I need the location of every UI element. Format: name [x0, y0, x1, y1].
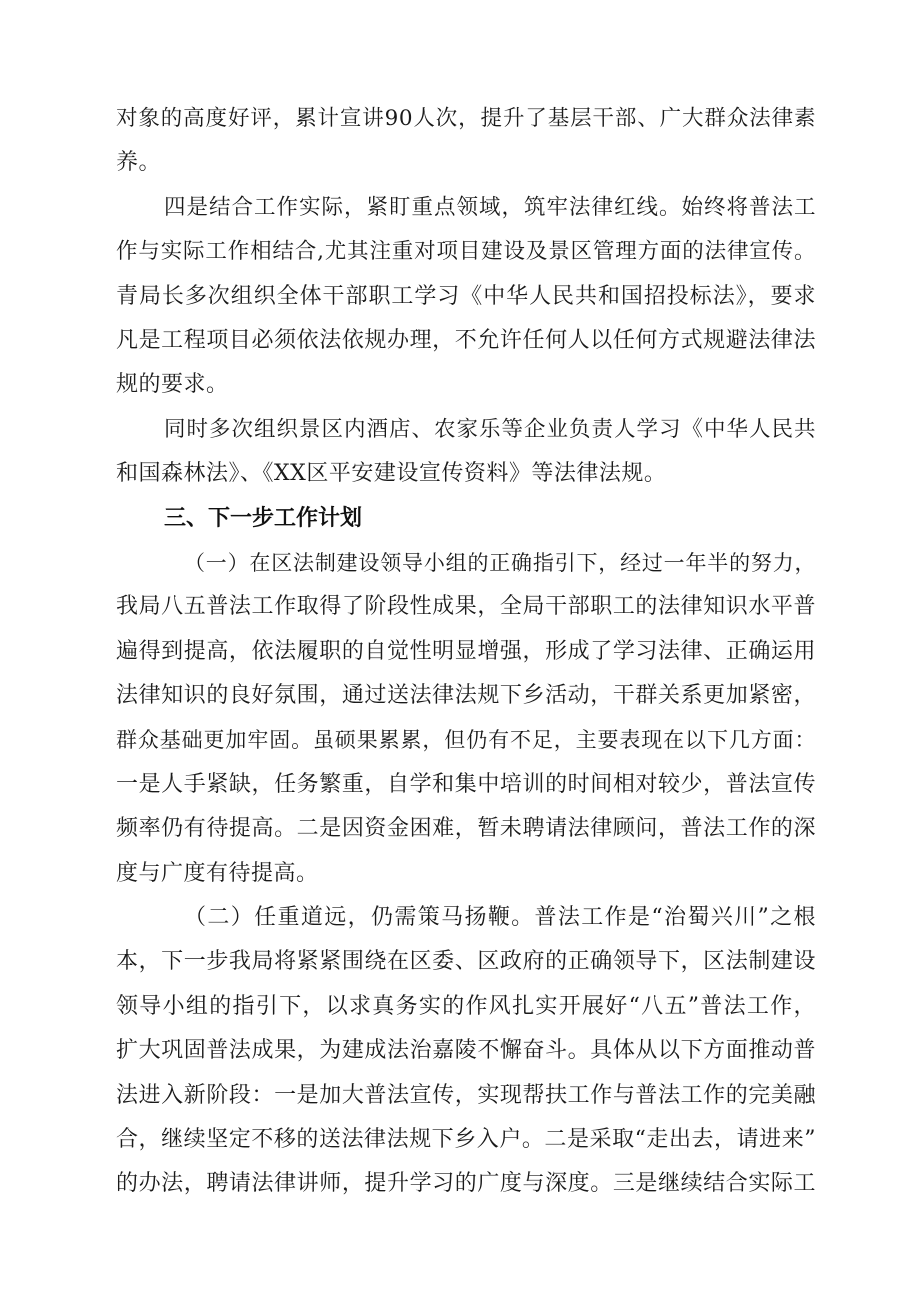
paragraph-line: 青局长多次组织全体干部职工学习《中华人民共和国招投标法》，要求 — [116, 283, 816, 309]
paragraph-line: 四是结合工作实际，紧盯重点领域，筑牢法律红线。始终将普法工 — [164, 194, 816, 220]
document-body — [116, 97, 816, 1207]
paragraph-line: 遍得到提高，依法履职的自觉性明显增强，形成了学习法律、正确运用 — [116, 638, 816, 664]
paragraph-line: （二）任重道远，仍需策马扬鞭。普法工作是“治蜀兴川”之根 — [184, 905, 816, 931]
paragraph-line: 凡是工程项目必须依法依规办理，不允许任何人以任何方式规避法律法 — [116, 327, 816, 353]
paragraph-line: 和国森林法》、《XX区平安建设宣传资料》等法律法规。 — [116, 461, 667, 487]
paragraph-line: 同时多次组织景区内酒店、农家乐等企业负责人学习《中华人民共 — [164, 416, 816, 442]
paragraph-line: 领导小组的指引下，以求真务实的作风扎实开展好“八五”普法工作， — [116, 993, 816, 1019]
paragraph-line: 法进入新阶段：一是加大普法宣传，实现帮扶工作与普法工作的完美融 — [116, 1082, 816, 1108]
paragraph-line: 合，继续坚定不移的送法律法规下乡入户。二是采取“走出去，请进来” — [116, 1126, 816, 1152]
paragraph-line: 养。 — [116, 150, 162, 176]
paragraph-line: 作与实际工作相结合,尤其注重对项目建设及景区管理方面的法律宣传。 — [116, 239, 816, 265]
paragraph-line: 频率仍有待提高。二是因资金困难，暂未聘请法律顾问，普法工作的深 — [116, 816, 816, 842]
paragraph-line: 群众基础更加牢固。虽硕果累累，但仍有不足，主要表现在以下几方面： — [116, 728, 816, 753]
paragraph-line: 我局八五普法工作取得了阶段性成果，全局干部职工的法律知识水平普 — [116, 594, 816, 620]
paragraph-line: 本，下一步我局将紧紧围绕在区委、区政府的正确领导下，区法制建设 — [116, 949, 816, 975]
paragraph-line: 度与广度有待提高。 — [116, 860, 319, 886]
paragraph-line: 扩大巩固普法成果，为建成法治嘉陵不懈奋斗。具体从以下方面推动普 — [116, 1038, 816, 1064]
paragraph-line: 法律知识的良好氛围，通过送法律法规下乡活动，干群关系更加紧密， — [116, 683, 816, 709]
paragraph-line: 的办法，聘请法律讲师，提升学习的广度与深度。三是继续结合实际工 — [116, 1171, 816, 1197]
section-heading: 三、下一步工作计划 — [164, 505, 363, 531]
paragraph-line: 规的要求。 — [116, 372, 229, 398]
paragraph-line: 一是人手紧缺，任务繁重，自学和集中培训的时间相对较少，普法宣传 — [116, 771, 816, 797]
paragraph-line: （一）在区法制建设领导小组的正确指引下，经过一年半的努力， — [184, 550, 816, 575]
paragraph-line: 对象的高度好评，累计宣讲90人次，提升了基层干部、广大群众法律素 — [116, 106, 816, 131]
